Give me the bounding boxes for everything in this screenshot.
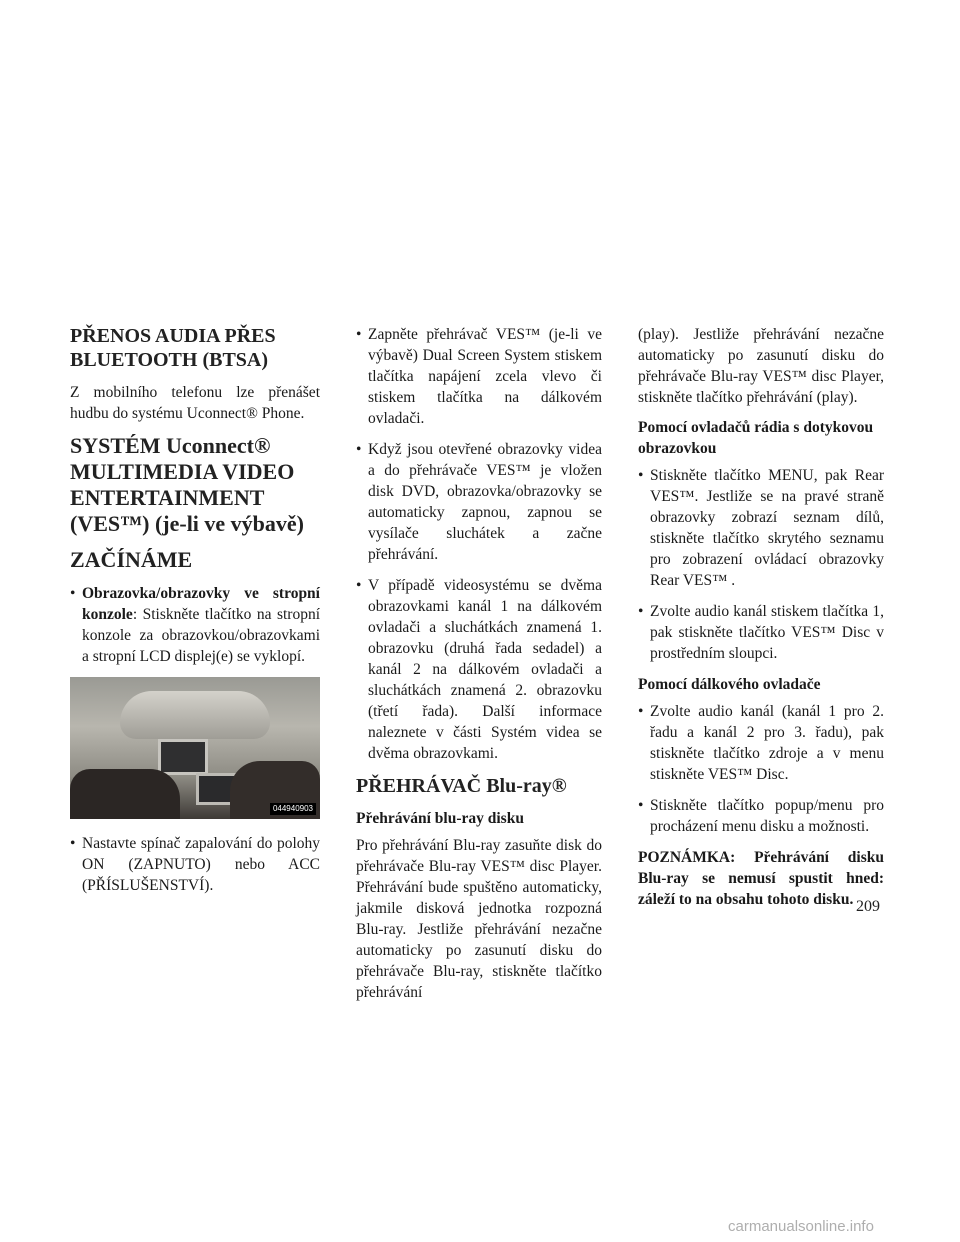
list-item [70, 583, 320, 667]
image-code-label: 044940903 [270, 803, 316, 815]
btsa-paragraph: Z mobilního telefonu lze přenášet hudbu do systému Uconnect® Phone. [70, 384, 320, 422]
list-item: • Stiskněte tlačítko popup/menu pro procházení menu disku a možnosti. [638, 795, 884, 837]
overhead-console-photo [70, 677, 320, 819]
watermark-text[interactable]: carmanualsonline.info [728, 1218, 874, 1235]
subheading-remote: Pomocí dálkového ovladače [638, 676, 821, 693]
console-shape [120, 691, 270, 739]
screen-shape-front [158, 739, 208, 775]
heading-ves-system: SYSTÉM Uconnect® MULTIMEDIA VIDEO ENTERTAINMENT (VES™) (je-li ve výbavě) [70, 433, 305, 536]
subheading-touchscreen: Pomocí ovladačů rádia s dotykovou obrazovkou [638, 419, 874, 457]
heading-getting-started: ZAČÍNÁME [70, 547, 193, 572]
list-item: • Stiskněte tlačítko MENU, pak Rear VES™. Jestliže se na pravé straně obrazovky zobrazí seznam dílů, stiskněte tlačítko skrytého seznamu pro zobrazení ovládací obrazovky Rear VES™ . [638, 465, 884, 591]
touchscreen-list [638, 465, 884, 664]
list-item: • Zvolte audio kanál (kanál 1 pro 2. řadu a kanál 2 pro 3. řadu), pak stiskněte tlačítko zdroje a v menu stiskněte VES™ Disc. [638, 701, 884, 785]
getting-started-list [70, 583, 320, 667]
bullet-bold-lead: Obrazovka/obrazovky ve stropní konzole [82, 585, 320, 623]
bullet-text: : Stiskněte tlačítko na stropní konzole za obrazovkou/obrazovkami a stropní LCD displej(e) se vyklopí. [82, 606, 320, 665]
seat-shape-left [70, 769, 180, 819]
heading-bluray: PŘEHRÁVAČ Blu-ray® [356, 775, 567, 797]
list-item: • Zapněte přehrávač VES™ (je-li ve výbavě) Dual Screen System stiskem tlačítka napájení zcela vlevo či stiskem tlačítka na dálkovém ovladači. [356, 324, 602, 429]
list-item: • Zvolte audio kanál stiskem tlačítka 1, pak stiskněte tlačítko VES™ Disc v prostředním sloupci. [638, 601, 884, 664]
bluray-paragraph-continued: (play). Jestliže přehrávání nezačne automaticky po zasunutí disku do přehrávače Blu-ray VES™ disc Player, stiskněte tlačítko přehrávání (play). [638, 326, 884, 406]
list-item: • V případě videosystému se dvěma obrazovkami kanál 1 na dálkovém ovladači a sluchátkách znamená 1. obrazovku (druhá řada sedadel) a kanál 2 na dálkovém ovladači a sluchátkách znamená 2. obrazovku (třetí řada). Další informace naleznete v části Systém videa se dvěma obrazovkami. [356, 575, 602, 764]
middle-column [356, 324, 602, 1012]
list-item: • Nastavte spínač zapalování do polohy ON (ZAPNUTO) nebo ACC (PŘÍSLUŠENSTVÍ). [70, 833, 320, 896]
left-column [70, 324, 320, 906]
page-number: 209 [856, 898, 880, 915]
remote-list [638, 701, 884, 837]
heading-btsa: PŘENOS AUDIA PŘES BLUETOOTH (BTSA) [70, 325, 276, 371]
list-item: • Když jsou otevřené obrazovky videa a do přehrávače VES™ je vložen disk DVD, obrazovka/obrazovky se automaticky zapnou, zapnou se vysílače sluchátek a začne přehrávání. [356, 439, 602, 565]
right-column [638, 324, 884, 919]
note-paragraph: POZNÁMKA: Přehrávání disku Blu-ray se nemusí spustit hned: záleží to na obsahu tohoto disku. [638, 849, 884, 908]
ves-list [356, 324, 602, 764]
ignition-list [70, 833, 320, 896]
subheading-bluray-playback: Přehrávání blu-ray disku [356, 810, 524, 827]
bluray-paragraph: Pro přehrávání Blu-ray zasuňte disk do přehrávače Blu-ray VES™ disc Player. Přehrávání bude spuštěno automaticky, jakmile disková jednotka rozpozná Blu-ray. Jestliže přehrávání nezačne automaticky po zasunutí disku do přehrávače Blu-ray, stiskněte tlačítko přehrávání [356, 837, 602, 1001]
